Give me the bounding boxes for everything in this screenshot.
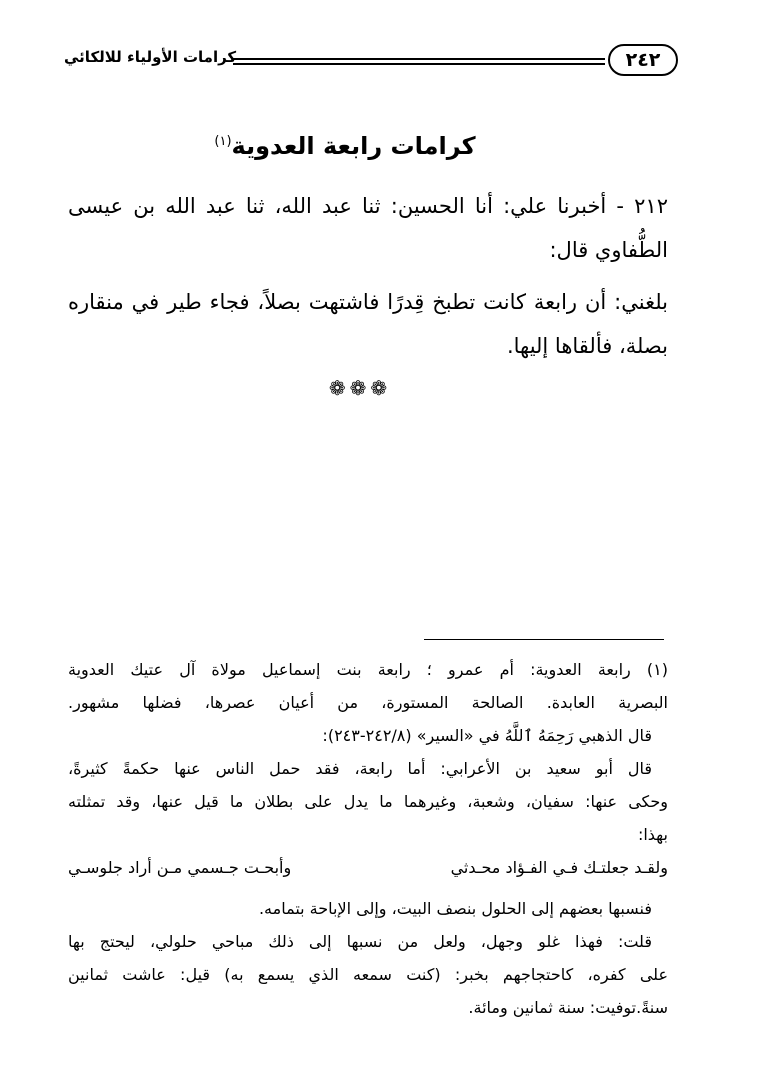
page-number: ٢٤٢	[608, 44, 678, 76]
section-separator: ❁❁❁	[328, 376, 392, 400]
body-line: بصلة، فألقاها إليها.	[506, 334, 668, 358]
footnote-line: على كفره، كاحتجاجهم بخبر: (كنت سمعه الذي يسمع به) قيل: عاشت ثمانين	[68, 965, 668, 984]
footnote-line: فنسبها بعضهم إلى الحلول بنصف البيت، وإلى الإباحة بتمامه.	[258, 899, 652, 918]
footnote-line: قال الذهبي رَحِمَهُ ٱللَّهُ في «السير» (٢٤٢/٨-٢٤٣):	[322, 726, 652, 745]
footnote-rule	[424, 639, 664, 640]
header-rule	[233, 58, 605, 60]
footnote-line: (١) رابعة العدوية: أم عمرو ؛ رابعة بنت إسماعيل مولاة آل عتيك العدوية	[68, 660, 668, 679]
body-line: بلغني: أن رابعة كانت تطبخ قِدرًا فاشتهت بصلاً، فجاء طير في منقاره	[68, 290, 668, 314]
running-header-title: كرامات الأولياء للالكائي	[64, 48, 237, 66]
footnote-marker: (١)	[214, 134, 232, 149]
header-rule	[233, 63, 605, 65]
chapter-title	[200, 132, 490, 160]
body-line: الطُّفاوي قال:	[549, 238, 668, 262]
footnote-line: البصرية العابدة. الصالحة المستورة، من أعيان عصرها، فضلها مشهور.	[68, 693, 668, 712]
footnote-line: قال أبو سعيد بن الأعرابي: أما رابعة، فقد حمل الناس عنها حكمةً كثيرةً،	[68, 759, 652, 778]
footnote-line: وحكى عنها: سفيان، وشعبة، وغيرهما ما يدل على بطلان ما قيل عنها، وقد تمثلته	[68, 792, 668, 811]
poem-verse	[68, 858, 668, 877]
footnote-line: بهذا:	[637, 825, 668, 844]
chapter-title-text: كرامات رابعة العدوية	[231, 132, 476, 160]
poem-second-hemistich: وأبحـت جـسمي مـن أراد جلوسـي	[68, 858, 292, 877]
footnote-line: قلت: فهذا غلو وجهل، ولعل من نسبها إلى ذلك مباحي حلولي، ليحتج بها	[68, 932, 652, 951]
poem-first-hemistich: ولقـد جعلتـك فـي الفـؤاد محـدثي	[450, 858, 668, 877]
body-line: ٢١٢ - أخبرنا علي: أنا الحسين: ثنا عبد الله، ثنا عبد الله بن عيسى	[68, 194, 668, 218]
footnote-line: سنةً.توفيت: سنة ثمانين ومائة.	[468, 998, 668, 1017]
